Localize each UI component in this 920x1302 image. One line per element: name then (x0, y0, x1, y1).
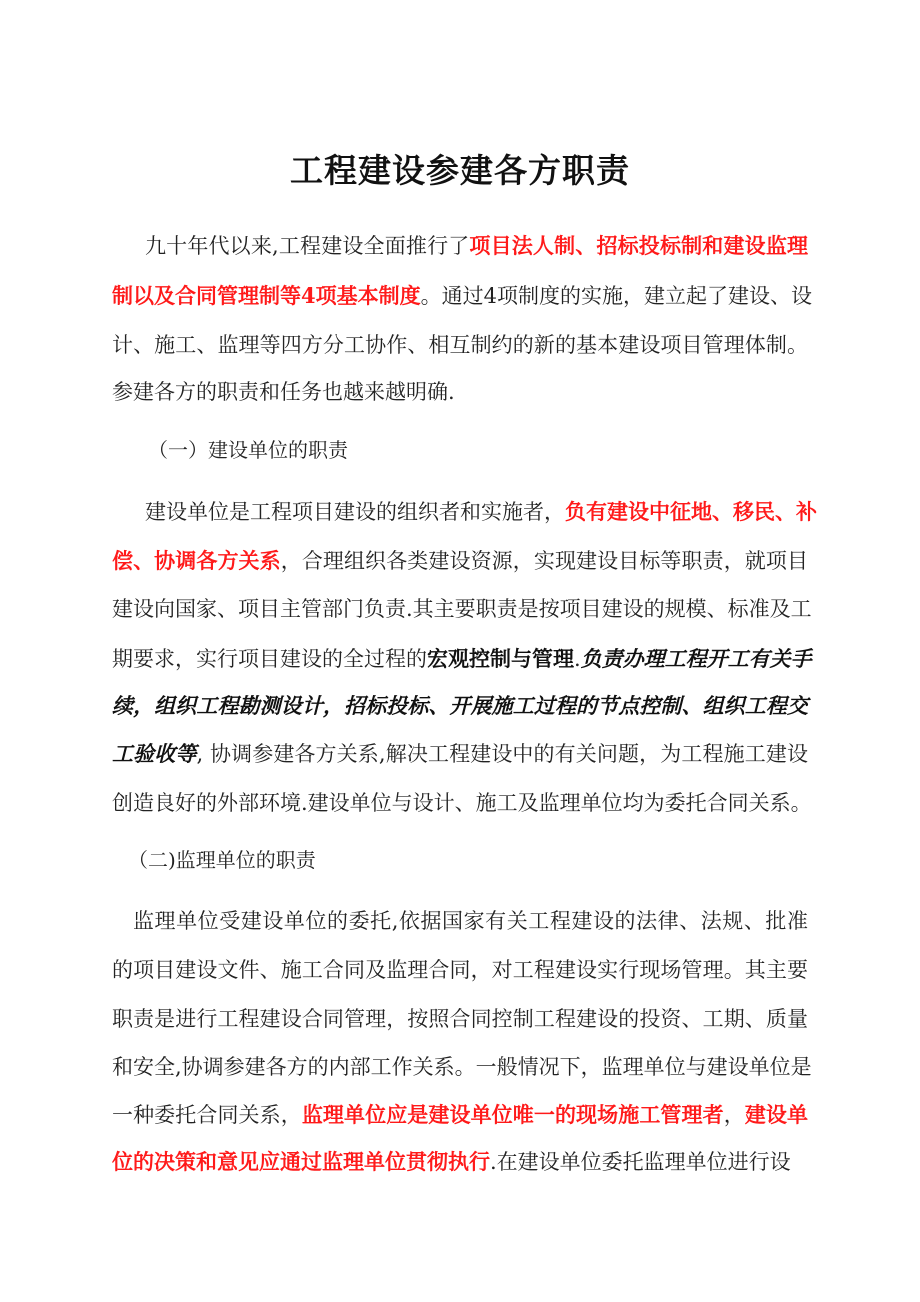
section-heading-construction-unit: （一）建设单位的职责 (148, 438, 348, 462)
highlighted-text: 负有建设中征地、移民、补 (565, 499, 817, 524)
paragraph-3-line (112, 1100, 808, 1130)
highlighted-text: 偿、协调各方关系 (112, 548, 281, 573)
paragraph-1-line (112, 330, 808, 360)
paragraph-3-line (112, 1052, 812, 1082)
body-text: .在建设单位委托监理单位进行设 (490, 1150, 791, 1174)
emphasized-text: 续，组织工程勘测设计，招标投标、开展施工过程的节点控制、组织工程交 (112, 693, 808, 718)
paragraph-1-line (112, 377, 808, 407)
emphasized-text: 负责办理工程开工有关手 (580, 646, 812, 671)
body-text: 九十年代以来,工程建设全面推行了 (145, 234, 470, 258)
paragraph-2-line (145, 497, 817, 527)
body-text: 建设向国家、项目主管部门负责.其主要职责是按项目建设的规模、标准及工 (112, 597, 812, 621)
paragraph-1-line (145, 231, 808, 261)
emphasized-text: 宏观控制与管理 (427, 646, 574, 671)
paragraph-2-line (112, 644, 812, 674)
body-text: 期要求，实行项目建设的全过程的 (112, 647, 427, 671)
paragraph-1-line (112, 281, 812, 311)
body-text: 创造良好的外部环境.建设单位与设计、施工及监理单位均为委托合同关系。 (112, 791, 812, 815)
body-text: , 协调参建各方关系,解决工程建设中的有关问题，为工程施工建设 (196, 742, 808, 766)
paragraph-2-line (112, 594, 812, 624)
body-text: 和安全,协调参建各方的内部工作关系。一般情况下，监理单位与建设单位是 (112, 1055, 812, 1079)
paragraph-2-line (112, 546, 808, 576)
paragraph-2-line (112, 788, 812, 818)
paragraph-2-line (112, 739, 808, 769)
emphasized-text: 工验收等 (112, 741, 197, 766)
paragraph-3-line (112, 955, 808, 985)
body-text: 职责是进行工程建设合同管理，按照合同控制工程建设的投资、工期、质量 (112, 1007, 808, 1031)
paragraph-3-line (112, 1004, 808, 1034)
highlighted-text: 建设单 (744, 1102, 808, 1127)
highlighted-text: 监理单位应是建设单位唯一的现场施工管理者 (301, 1102, 724, 1127)
body-text: 建设单位是工程项目建设的组织者和实施者， (145, 500, 565, 524)
body-text: 计、施工、监理等四方分工协作、相互制约的新的基本建设项目管理体制。 (112, 333, 808, 357)
body-text: 监理单位受建设单位的委托,依据国家有关工程建设的法律、法规、批准 (133, 909, 808, 933)
paragraph-2-line (112, 691, 808, 721)
body-text: 一种委托合同关系， (112, 1103, 302, 1127)
highlighted-text: 制以及合同管理制等4项基本制度 (112, 283, 421, 308)
highlighted-text: 项目法人制、招标投标制和建设监理 (469, 233, 808, 258)
body-text: 。通过4项制度的实施，建立起了建设、设 (420, 284, 812, 308)
body-text: 的项目建设文件、施工合同及监理合同，对工程建设实行现场管理。其主要 (112, 958, 808, 982)
section-heading-supervision-unit: （二)监理单位的职责 (128, 848, 316, 872)
highlighted-text: 位的决策和意见应通过监理单位贯彻执行 (112, 1149, 490, 1174)
body-text: . (574, 647, 581, 671)
body-text: 参建各方的职责和任务也越来越明确. (112, 380, 455, 404)
paragraph-3-line (133, 906, 808, 936)
paragraph-3-line (112, 1147, 808, 1177)
document-title: 工程建设参建各方职责 (290, 151, 630, 190)
body-text: ， (723, 1103, 745, 1127)
body-text: ，合理组织各类建设资源，实现建设目标等职责，就项目 (280, 549, 808, 573)
